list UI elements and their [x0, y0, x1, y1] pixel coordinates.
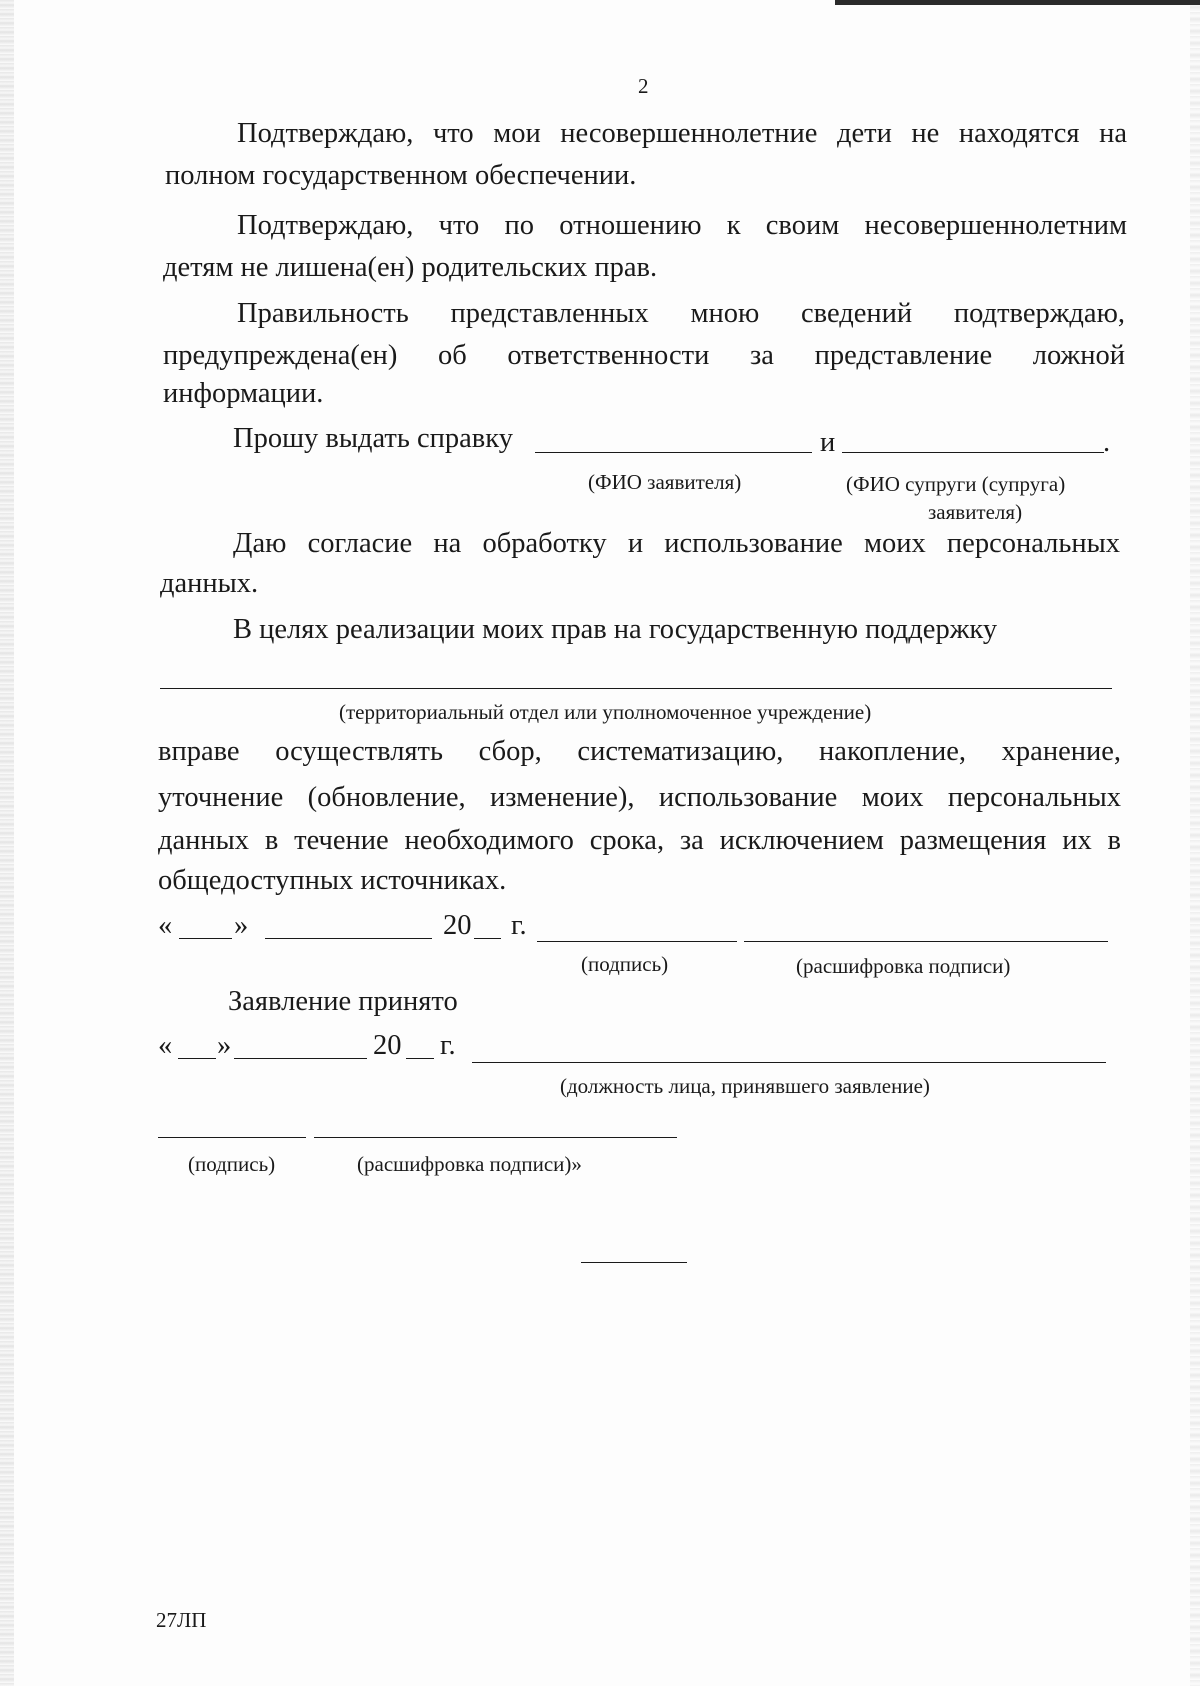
accepted-signature-blank[interactable] [158, 1137, 306, 1138]
year-suffix: г. [511, 910, 527, 941]
accepted-label: Заявление принято [228, 986, 458, 1017]
request-prefix: Прошу выдать справку [233, 423, 513, 454]
request-end: . [1103, 427, 1111, 458]
rights-line-3: данных в течение необходимого срока, за исключением размещения их в [158, 825, 1121, 856]
rights-line-1: вправе осуществлять сбор, систематизацию, накопление, хранение, [158, 736, 1121, 767]
accepted-close-quote: » [217, 1030, 232, 1061]
spouse-name-blank[interactable] [842, 452, 1104, 453]
accepted-day-blank[interactable] [178, 1058, 216, 1059]
paragraph-3-line-1: Правильность представленных мною сведений подтверждаю, [237, 298, 1125, 329]
paragraph-2-line-1: Подтверждаю, что по отношению к своим несовершеннолетним [237, 210, 1127, 241]
day-blank[interactable] [179, 938, 232, 939]
signature-blank[interactable] [537, 941, 737, 942]
accepted-year-blank[interactable] [406, 1058, 434, 1059]
paragraph-1-line-1: Подтверждаю, что мои несовершеннолетние дети не находятся на [237, 118, 1127, 149]
position-caption: (должность лица, принявшего заявление) [560, 1074, 930, 1098]
applicant-caption: (ФИО заявителя) [588, 470, 742, 494]
end-separator [581, 1262, 687, 1263]
paragraph-1-line-2: полном государственном обеспечении. [165, 160, 637, 191]
year-prefix: 20 [443, 910, 472, 941]
applicant-name-blank[interactable] [535, 452, 812, 453]
date-open-quote: « [158, 910, 173, 941]
consent-line-1: Даю согласие на обработку и использование моих персональных [233, 528, 1120, 559]
paragraph-2-line-2: детям не лишена(ен) родительских прав. [163, 252, 658, 283]
accepted-year-suffix: г. [440, 1030, 456, 1061]
scan-edge-right [1190, 0, 1200, 1686]
accepted-signature-decode-blank[interactable] [314, 1137, 677, 1138]
accepted-signature-decode-caption: (расшифровка подписи)» [357, 1152, 582, 1176]
footer-code: 27ЛП [156, 1608, 207, 1632]
purpose-line: В целях реализации моих прав на государственную поддержку [233, 614, 998, 645]
spouse-caption-line-1: (ФИО супруги (супруга) [846, 472, 1066, 496]
page-number: 2 [638, 74, 649, 98]
year-blank[interactable] [474, 938, 501, 939]
rights-line-2: уточнение (обновление, изменение), использование моих персональных [158, 782, 1121, 813]
paragraph-3-line-2: предупреждена(ен) об ответственности за представление ложной [163, 340, 1125, 371]
signature-decode-caption: (расшифровка подписи) [796, 954, 1011, 978]
accepted-year-prefix: 20 [373, 1030, 402, 1061]
organization-caption: (территориальный отдел или уполномоченное учреждение) [339, 700, 872, 724]
position-blank[interactable] [472, 1062, 1106, 1063]
organization-blank[interactable] [160, 688, 1112, 689]
paragraph-3-line-3: информации. [163, 378, 324, 409]
accepted-signature-caption: (подпись) [188, 1152, 276, 1176]
scan-top-bar [835, 0, 1200, 5]
consent-line-2: данных. [160, 568, 259, 599]
signature-decode-blank[interactable] [744, 941, 1108, 942]
rights-line-4: общедоступных источниках. [158, 865, 507, 896]
request-and: и [820, 427, 836, 458]
scan-edge-left [0, 0, 14, 1686]
accepted-month-blank[interactable] [234, 1058, 367, 1059]
accepted-open-quote: « [158, 1030, 173, 1061]
date-close-quote: » [234, 910, 249, 941]
signature-caption: (подпись) [581, 952, 669, 976]
spouse-caption-line-2: заявителя) [928, 500, 1023, 524]
month-blank[interactable] [265, 938, 432, 939]
